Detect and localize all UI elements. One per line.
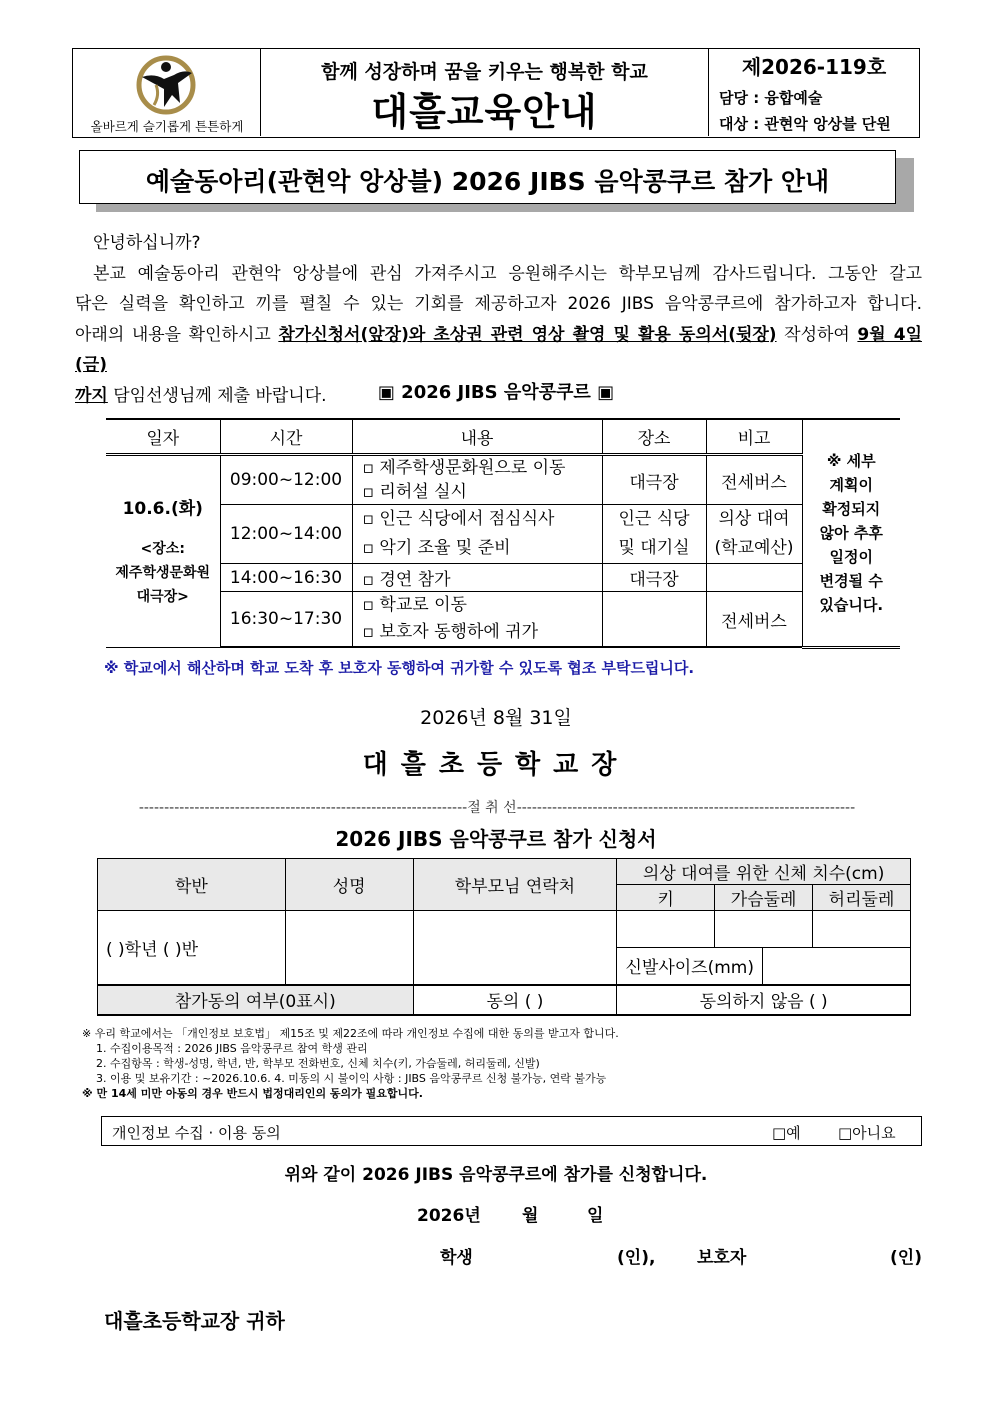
header-content: 내용 xyxy=(352,419,602,455)
table-row xyxy=(106,564,900,592)
row-time: 09:00~12:00 xyxy=(220,455,352,505)
consent-yes-checkbox[interactable]: □예 xyxy=(772,1124,801,1142)
student-seal[interactable]: (인), xyxy=(617,1248,656,1268)
header-date: 일자 xyxy=(106,419,220,455)
waist-field[interactable] xyxy=(813,911,911,948)
privacy-line: ※ 만 14세 미만 아동의 경우 반드시 법정대리인의 동의가 필요합니다. xyxy=(82,1087,423,1100)
col-name: 성명 xyxy=(285,859,413,911)
guardian-seal[interactable]: (인) xyxy=(890,1248,922,1268)
body-line-3-mid: 작성하여 xyxy=(776,324,858,345)
submission-docs: 참가신청서(앞장)와 초상권 관련 영상 촬영 및 활용 동의서(뒷장) xyxy=(278,324,777,345)
privacy-notice xyxy=(82,1026,619,1101)
issue-info-cell xyxy=(709,49,919,136)
height-field[interactable] xyxy=(617,911,715,948)
deadline-date: 9월 4일(금) xyxy=(75,324,922,375)
col-class: 학반 xyxy=(98,859,286,911)
shoe-size-label: 신발사이즈(mm) xyxy=(617,948,763,985)
cut-dashes-left: ----------------------------------------------------------------- xyxy=(138,800,468,816)
contact-field[interactable] xyxy=(413,911,617,985)
cut-label: 절 취 선 xyxy=(467,800,517,816)
dismissal-note: ※ 학교에서 해산하며 학교 도착 후 보호자 동행하여 귀가할 수 있도록 협조 부탁드립니다. xyxy=(104,659,695,677)
col-body-size: 의상 대여를 위한 신체 치수(cm) xyxy=(617,859,911,885)
body-line-2: 닦은 실력을 확인하고 끼를 펼칠 수 있는 기회를 제공하고자 2026 JIBS 음악콩쿠르에 참가하고자 합니다. xyxy=(75,294,922,314)
cut-line xyxy=(86,797,908,817)
notice-title: 예술동아리(관현악 앙상블) 2026 JIBS 음악콩쿠르 참가 안내 xyxy=(145,167,830,196)
row-place: 인근 식당 및 대기실 xyxy=(602,505,706,564)
chest-field[interactable] xyxy=(715,911,813,948)
name-field[interactable] xyxy=(285,911,413,985)
privacy-consent-box xyxy=(101,1116,922,1146)
newsletter-header xyxy=(72,48,920,138)
row-items: ▫ 경연 참가 xyxy=(352,564,602,592)
row-items: ▫ 인근 식당에서 점심식사 ▫ 악기 조율 및 준비 xyxy=(352,505,602,564)
deadline-until: 까지 xyxy=(75,385,108,406)
guardian-label: 보호자 xyxy=(697,1248,747,1268)
body-line-4-post: 담임선생님께 제출 바랍니다. xyxy=(107,385,327,406)
sign-year: 2026년 xyxy=(417,1206,481,1226)
privacy-line: 2. 수집항목 : 학생-성명, 학년, 반, 학부모 전화번호, 신체 치수(키, 가슴둘레, 허리둘레, 신발) xyxy=(96,1057,540,1070)
row-note: 전세버스 xyxy=(706,592,802,648)
table-row xyxy=(106,455,900,505)
addressee: 대흘초등학교장 귀하 xyxy=(104,1309,285,1333)
department: 담당 : 융합예술 xyxy=(719,89,823,107)
sign-month: 월 xyxy=(522,1206,539,1226)
agree-option[interactable]: 동의 ( ) xyxy=(413,985,617,1015)
event-date-cell xyxy=(106,455,220,648)
privacy-line: ※ 우리 학교에서는 「개인정보 보호법」 제15조 및 제22조에 따라 개인정보 수집에 대한 동의를 받고자 합니다. xyxy=(82,1027,619,1040)
target-audience: 대상 : 관현악 앙상블 단원 xyxy=(719,115,891,133)
row-place xyxy=(602,592,706,648)
row-note: 의상 대여 (학교예산) xyxy=(706,505,802,564)
row-items: ▫ 제주학생문화원으로 이동 ▫ 리허설 실시 xyxy=(352,455,602,505)
schedule-heading: ▣ 2026 JIBS 음악콩쿠르 ▣ xyxy=(377,382,615,403)
school-slogan: 함께 성장하며 꿈을 키우는 행복한 학교 xyxy=(321,61,648,83)
issue-number: 제2026-119호 xyxy=(741,55,887,79)
col-chest: 가슴둘레 xyxy=(715,885,813,911)
row-place: 대극장 xyxy=(602,455,706,505)
issue-date: 2026년 8월 31일 xyxy=(420,707,572,729)
table-row xyxy=(106,505,900,564)
event-date: 10.6.(화) xyxy=(122,498,203,519)
row-time: 16:30~17:30 xyxy=(220,592,352,648)
body-line-1: 본교 예술동아리 관현악 앙상블에 관심 가져주시고 응원해주시는 학부모님께 감사드립니다. 그동안 갈고 xyxy=(93,263,922,284)
header-place: 장소 xyxy=(602,419,706,455)
shoe-size-field[interactable] xyxy=(763,948,911,985)
row-note xyxy=(706,564,802,592)
sign-day: 일 xyxy=(587,1206,604,1226)
schedule-table xyxy=(106,418,900,649)
disagree-option[interactable]: 동의하지 않음 ( ) xyxy=(617,985,911,1015)
header-time: 시간 xyxy=(220,419,352,455)
row-time: 12:00~14:00 xyxy=(220,505,352,564)
schedule-remark: ※ 세부 계획이 확정되지 않아 추후 일정이 변경될 수 있습니다. xyxy=(802,419,900,647)
greeting: 안녕하십니까? xyxy=(93,233,201,253)
application-statement: 위와 같이 2026 JIBS 음악콩쿠르에 참가를 신청합니다. xyxy=(284,1165,708,1185)
school-logo-cell xyxy=(73,49,261,136)
student-label: 학생 xyxy=(440,1248,473,1268)
notice-title-box xyxy=(79,150,896,204)
newsletter-title: 대흘교육안내 xyxy=(371,90,598,134)
school-motto: 올바르게 슬기롭게 튼튼하게 xyxy=(90,119,244,134)
privacy-consent-label: 개인정보 수집 · 이용 동의 xyxy=(112,1124,281,1142)
school-emblem-icon xyxy=(134,55,198,117)
application-title: 2026 JIBS 음악콩쿠르 참가 신청서 xyxy=(335,827,657,851)
col-height: 키 xyxy=(617,885,715,911)
header-note: 비고 xyxy=(706,419,802,455)
col-contact: 학부모님 연락처 xyxy=(413,859,617,911)
title-cell xyxy=(261,49,709,136)
body-line-3 xyxy=(75,320,922,381)
row-items: ▫ 학교로 이동 ▫ 보호자 동행하에 귀가 xyxy=(352,592,602,648)
participation-consent-label: 참가동의 여부(0표시) xyxy=(98,985,414,1015)
row-place: 대극장 xyxy=(602,564,706,592)
privacy-line: 1. 수집이용목적 : 2026 JIBS 음악콩쿠르 참여 학생 관리 xyxy=(96,1042,368,1055)
principal-name: 대흘초등학교장 xyxy=(362,750,630,780)
application-table xyxy=(97,858,911,1016)
class-field[interactable]: ( )학년 ( )반 xyxy=(98,911,286,985)
privacy-line: 3. 이용 및 보유기간 : ~2026.10.6. 4. 미동의 시 불이익 사항 : JIBS 음악콩쿠르 신청 불가능, 연락 불가능 xyxy=(96,1072,607,1085)
col-waist: 허리둘레 xyxy=(813,885,911,911)
row-time: 14:00~16:30 xyxy=(220,564,352,592)
event-venue: <장소: 제주학생문화원 대극장> xyxy=(115,540,211,605)
row-note: 전세버스 xyxy=(706,455,802,505)
cut-dashes-right: ------------------------------------------------------------------- xyxy=(516,800,856,816)
body-line-3-pre: 아래의 내용을 확인하시고 xyxy=(75,324,279,345)
table-row xyxy=(106,592,900,648)
consent-no-checkbox[interactable]: □아니요 xyxy=(838,1124,896,1142)
